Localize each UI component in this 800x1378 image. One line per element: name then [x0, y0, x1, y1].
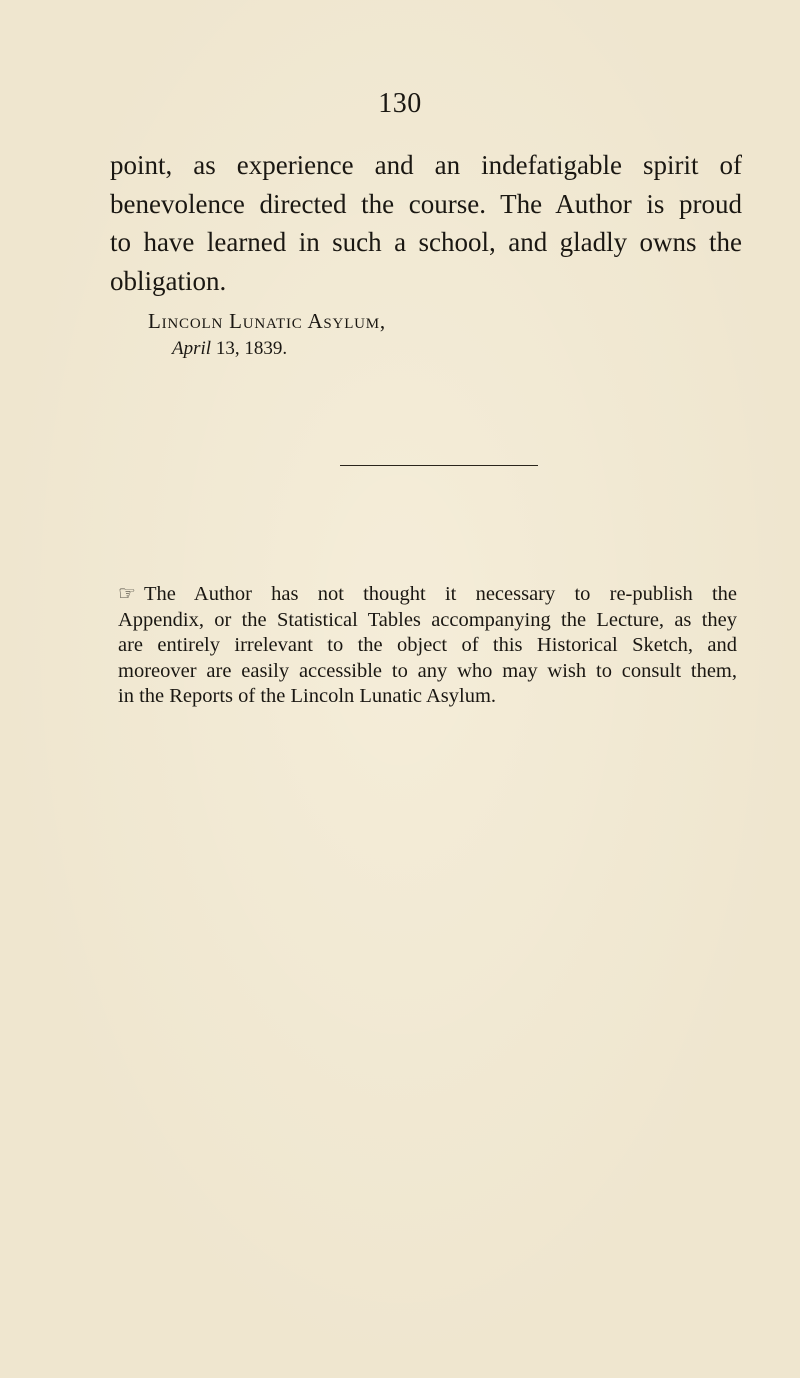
page-number: 130 — [378, 88, 422, 119]
note-line: are entirely irrelevant to the object of this Historical Sketch, and — [118, 634, 737, 656]
signature-month: April — [172, 338, 212, 359]
footnote-paragraph — [118, 582, 737, 710]
body-line: obligation. — [110, 265, 227, 296]
body-line: to have learned in such a school, and gladly owns the — [110, 227, 742, 257]
signature-date — [172, 336, 668, 362]
note-line-text: The Author has not thought it necessary to re-publish the — [143, 583, 737, 605]
note-line — [118, 582, 737, 608]
note-line: in the Reports of the Lincoln Lunatic Asylum. — [118, 685, 497, 707]
body-line: benevolence directed the course. The Author is proud — [110, 188, 742, 219]
signature-place: Lincoln Lunatic Asylum, — [148, 309, 386, 333]
signature-day-year: 13, 1839. — [211, 338, 288, 359]
body-line: point, as experience and an indefatigable spirit of — [110, 150, 742, 180]
manicule-icon: ☞ — [118, 583, 136, 605]
signature-block — [148, 308, 668, 362]
section-divider — [340, 465, 538, 466]
body-paragraph — [110, 146, 742, 300]
note-line: moreover are easily accessible to any who may wish to consult them, — [118, 659, 737, 682]
note-line: Appendix, or the Statistical Tables accompanying the Lecture, as they — [118, 608, 737, 631]
